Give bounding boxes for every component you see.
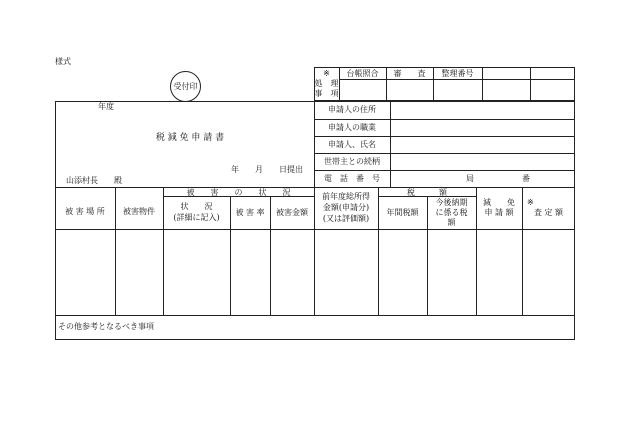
col-future-tax-3: 額 <box>447 218 456 227</box>
processing-col-number: 整理番号 <box>441 69 474 78</box>
reception-stamp <box>170 71 201 102</box>
processing-col-ledger: 台帳照合 <box>346 69 379 78</box>
processing-col-review: 審 査 <box>393 69 426 78</box>
phone-number-label: 番 <box>522 174 530 183</box>
processing-mark: ※ <box>323 69 330 78</box>
col-amount: 被害金額 <box>276 208 308 217</box>
col-status: 状 況 <box>180 202 213 211</box>
submission-date: 年 月 日提出 <box>231 165 303 174</box>
stamp-label: 受付印 <box>173 82 198 91</box>
col-prev-income-1: 前年度総所得 <box>322 192 370 201</box>
col-annual-tax: 年間税額 <box>386 208 419 217</box>
decision-mark: ※ <box>527 198 534 207</box>
damage-group-header: 被 害 の 状 況 <box>186 188 291 197</box>
applicant-address-label: 申請人の住所 <box>328 105 376 114</box>
processing-label-2: 事 項 <box>314 89 339 98</box>
col-prev-income-2: 金額(申請分) <box>322 203 370 212</box>
col-status-note: (詳細に記入) <box>173 213 220 222</box>
year-label: 年度 <box>98 102 114 111</box>
form-title: 税 減 免 申 請 書 <box>155 133 225 143</box>
tax-group-header: 税 額 <box>407 188 447 197</box>
processing-label-1: 処 理 <box>314 79 339 88</box>
applicant-phone-label: 電 話 番 号 <box>324 174 380 183</box>
phone-office-label: 局 <box>466 174 474 183</box>
col-future-tax-2: に係る税 <box>435 208 468 217</box>
col-reduction-2: 申 請 額 <box>484 208 514 217</box>
notes-label: その他参考となるべき事項 <box>58 322 154 331</box>
col-reduction-1: 減 免 <box>483 198 515 207</box>
col-decision: 査 定 額 <box>533 208 564 217</box>
col-rate: 被 害 率 <box>235 208 265 217</box>
col-property: 被害物件 <box>123 207 155 216</box>
form-label: 様式 <box>55 57 71 66</box>
col-future-tax-1: 今後納期 <box>435 198 468 207</box>
applicant-relation-label: 世帯主との続柄 <box>324 157 380 166</box>
addressee: 山添村長 殿 <box>66 176 122 185</box>
applicant-occupation-label: 申請人の職業 <box>328 123 376 132</box>
applicant-name-label: 申請人、氏名 <box>328 140 376 149</box>
col-location: 被 害 場 所 <box>65 207 105 216</box>
col-prev-income-3: (又は評価額) <box>322 214 370 223</box>
